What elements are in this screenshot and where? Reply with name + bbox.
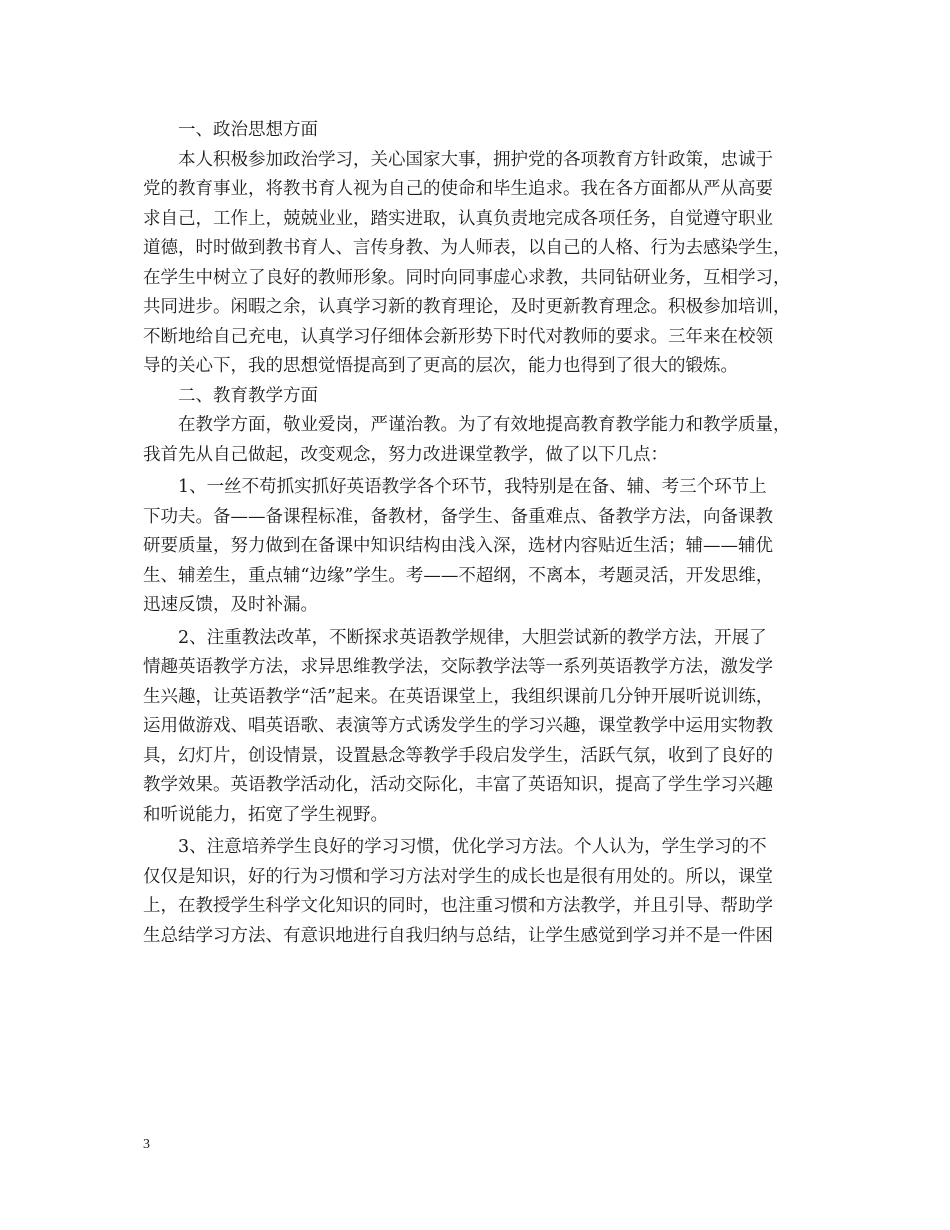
text-line: 研要质量，努力做到在备课中知识结构由浅入深，选材内容贴近生活；辅——辅优 xyxy=(143,536,773,556)
text-line: 仅仅是知识，好的行为习惯和学习方法对学生的成长也是很有用处的。所以，课堂 xyxy=(143,866,773,887)
text-line: 迅速反馈，及时补漏。 xyxy=(143,595,318,615)
page-number: 3 xyxy=(143,1137,150,1152)
text-line: 求自己，工作上，兢兢业业，踏实进取，认真负责地完成各项任务，自觉遵守职业 xyxy=(143,208,773,229)
text-line: 本人积极参加政治学习，关心国家大事，拥护党的各项教育方针政策，忠诚于 xyxy=(178,149,773,170)
text-line: 生兴趣，让英语教学“活”起来。在英语课堂上，我组织课前几分钟开展听说训练， xyxy=(143,686,774,707)
section-heading: 一、政治思想方面 xyxy=(178,120,318,140)
paragraph xyxy=(143,411,823,470)
text-line: 上，在教授学生科学文化知识的同时，也注重习惯和方法教学，并且引导、帮助学 xyxy=(143,896,773,916)
text-line: 生总结学习方法、有意识地进行自我归纳与总结，让学生感觉到学习并不是一件困 xyxy=(143,925,773,946)
text-line: 导的关心下，我的思想觉悟提高到了更高的层次，能力也得到了很大的锻炼。 xyxy=(143,356,738,376)
text-line: 我首先从自己做起，改变观念，努力改进课堂教学，做了以下几点： xyxy=(143,444,668,465)
text-line: 运用做游戏、唱英语歌、表演等方式诱发学生的学习兴趣，课堂教学中运用实物教 xyxy=(143,716,773,736)
text-line: 情趣英语教学方法，求异思维教学法，交际教学法等一系列英语教学方法，激发学 xyxy=(143,657,773,677)
text-line: 2、注重教法改革，不断探求英语教学规律，大胆尝试新的教学方法，开展了 xyxy=(178,627,767,648)
text-line: 3、注意培养学生良好的学习习惯，优化学习方法。个人认为，学生学习的不 xyxy=(178,837,767,857)
text-line: 在教学方面，敬业爱岗，严谨治教。为了有效地提高教育教学能力和教学质量， xyxy=(178,415,791,435)
paragraph xyxy=(143,624,823,831)
paragraph xyxy=(143,833,823,951)
text-line: 共同进步。闲暇之余，认真学习新的教育理论，及时更新教育理念。积极参加培训， xyxy=(143,297,791,317)
paragraph xyxy=(143,473,823,621)
text-line: 具，幻灯片，创设情景，设置悬念等教学手段启发学生，活跃气氛，收到了良好的 xyxy=(143,745,773,766)
text-line: 在学生中树立了良好的教师形象。同时向同事虚心求教，共同钻研业务，互相学习， xyxy=(143,267,791,288)
text-line: 不断地给自己充电，认真学习仔细体会新形势下时代对教师的要求。三年来在校领 xyxy=(143,326,773,347)
text-line: 党的教育事业，将教书育人视为自己的使命和毕生追求。我在各方面都从严从高要 xyxy=(143,179,773,199)
text-line: 生、辅差生，重点辅“边缘”学生。考——不超纲，不离本，考题灵活，开发思维， xyxy=(143,565,774,586)
document-body xyxy=(143,116,823,951)
text-line: 道德，时时做到教书育人、言传身教、为人师表，以自己的人格、行为去感染学生， xyxy=(143,238,791,258)
text-line: 和听说能力，拓宽了学生视野。 xyxy=(143,804,388,825)
text-line: 教学效果。英语教学活动化，活动交际化，丰富了英语知识，提高了学生学习兴趣 xyxy=(143,775,773,795)
section-heading: 二、教育教学方面 xyxy=(178,385,318,406)
text-line: 下功夫。备——备课程标准，备教材，备学生、备重难点、备教学方法，向备课教 xyxy=(143,506,773,527)
text-line: 1、一丝不苟抓实抓好英语教学各个环节，我特别是在备、辅、考三个环节上 xyxy=(178,477,767,497)
paragraph xyxy=(143,146,823,382)
